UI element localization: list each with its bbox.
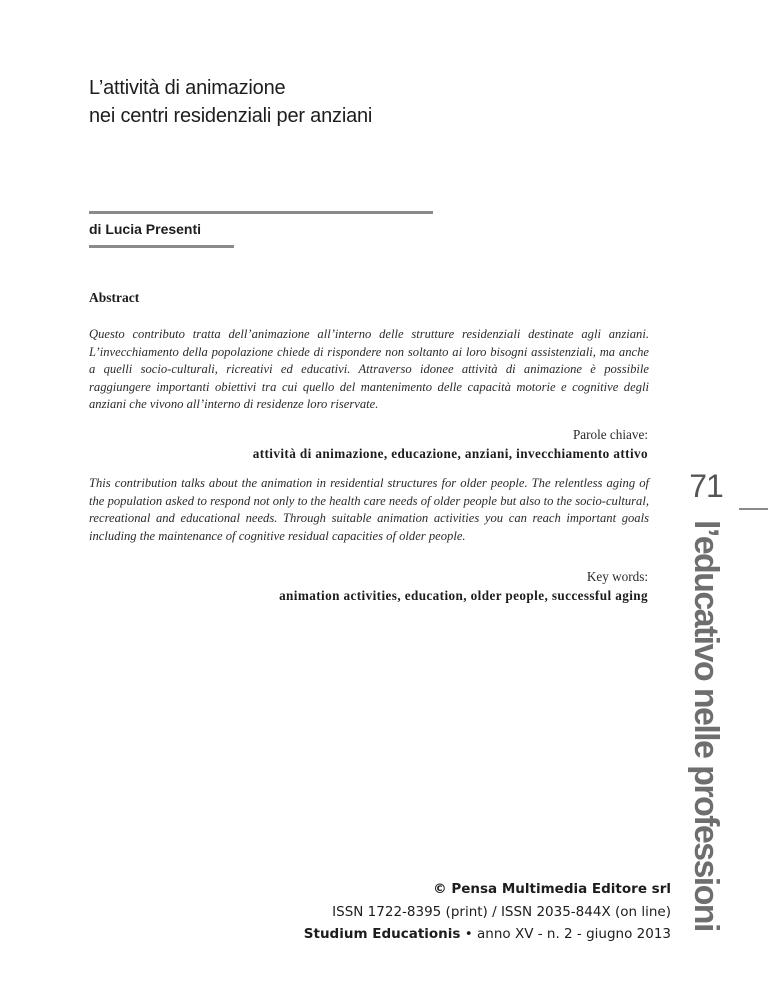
title-line-2: nei centri residenziali per anziani <box>89 105 373 127</box>
article-title <box>89 74 372 130</box>
footer-issn: ISSN 1722-8395 (print) / ISSN 2035-844X (on line) <box>332 904 671 920</box>
keywords-en-label: Key words: <box>586 569 648 584</box>
footer-separator: • <box>464 926 473 942</box>
keywords-en: animation activities, education, older people, successful aging <box>279 588 648 603</box>
footer-issue: anno XV - n. 2 - giugno 2013 <box>477 926 671 942</box>
page-number: 71 <box>689 468 723 504</box>
section-title: l’educativo nelle professioni <box>687 520 725 931</box>
author-rule-bottom <box>89 245 234 248</box>
footer-journal: Studium Educationis <box>303 926 461 942</box>
author-rule-top <box>89 211 433 214</box>
title-line-1: L’attività di animazione <box>89 77 286 99</box>
keywords-it: attività di animazione, educazione, anziani, invecchiamento attivo <box>252 446 648 461</box>
sidebar-rule <box>739 508 768 510</box>
abstract-heading: Abstract <box>89 290 140 305</box>
footer-journal-line <box>304 926 671 942</box>
keywords-it-label: Parole chiave: <box>572 427 648 442</box>
author-byline: di Lucia Presenti <box>89 221 202 237</box>
footer-publisher: © Pensa Multimedia Editore srl <box>433 881 671 897</box>
abstract-italian-text: Questo contributo tratta dell’animazione all’interno delle strutture residenziali destinate agli anziani. L’invecchiamento della popolazione chiede di rispondere non soltanto ai loro bisogni assistenziali, ma anche a quelli socio-culturali, ricreativi ed educativi. Attraverso idonee attività di animazione è possibile raggiungere importanti obiettivi tra cui quello del mantenimento delle capacità motorie e cognitive degli anziani che vivono all’interno di residenze loro riservate. <box>89 327 649 412</box>
abstract-english-text: This contribution talks about the animation in residential structures for older people. The relentless aging of the population asked to respond not only to the health care needs of older people but also to the socio-cultural, recreational and educational needs. Through suitable animation activities you can reach important goals including the maintenance of cognitive residual capacities of older people. <box>89 476 649 543</box>
sidebar-title-wrapper <box>681 520 731 931</box>
